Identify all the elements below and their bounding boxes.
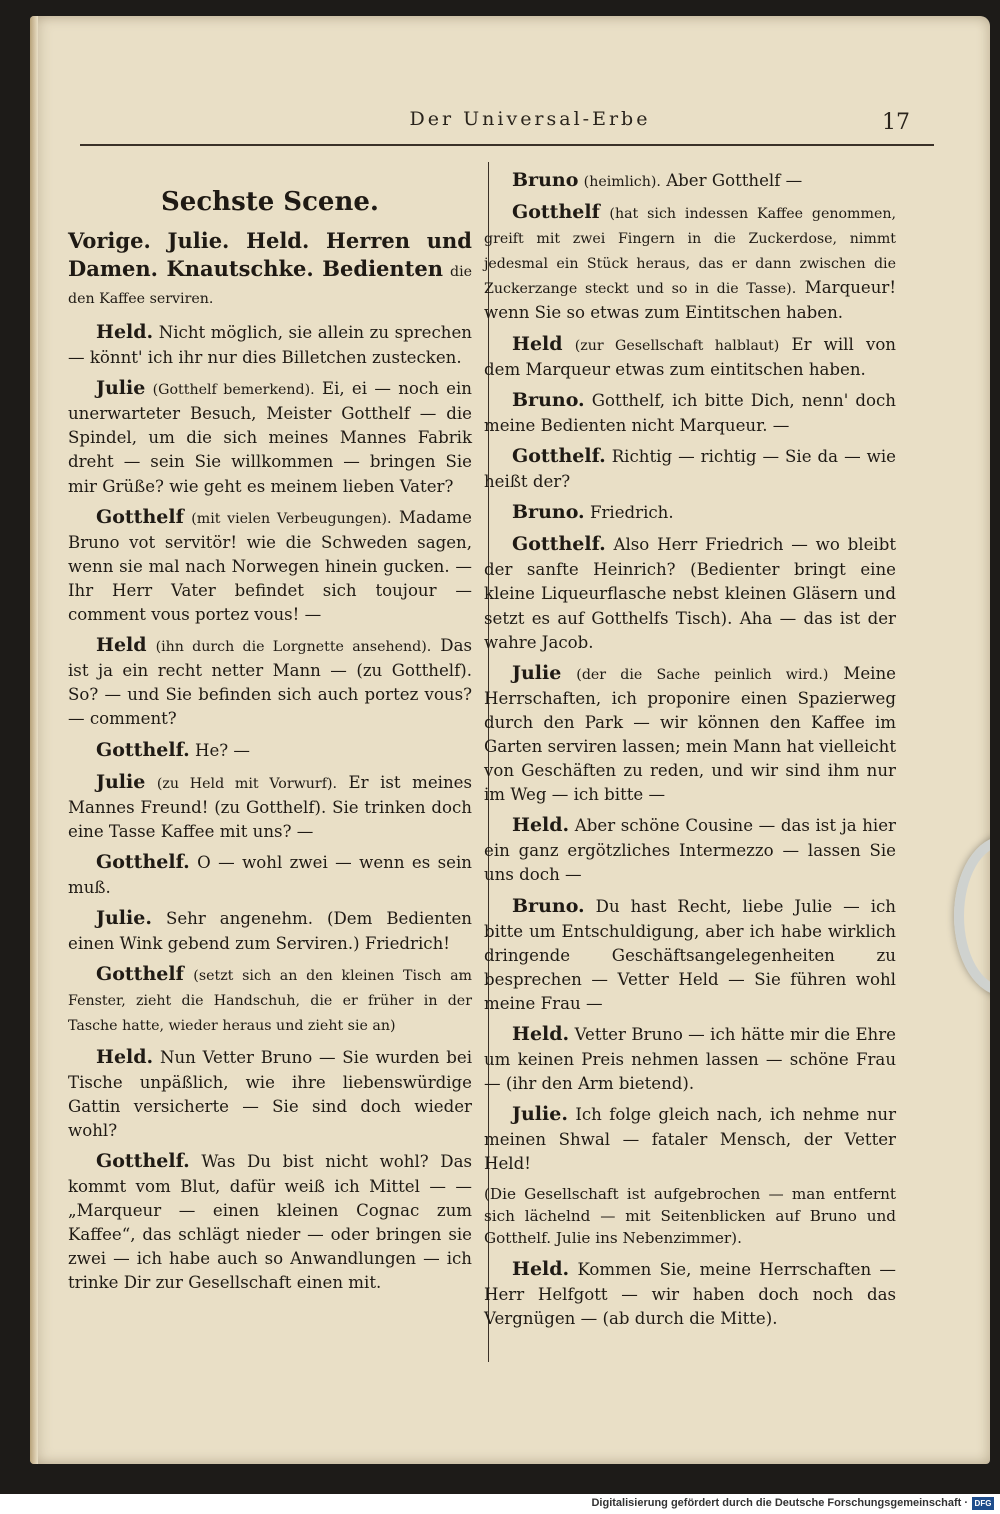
speech — [484, 532, 896, 654]
speech — [68, 770, 472, 844]
book-page — [30, 16, 990, 1464]
speaker: Julie. — [512, 1103, 568, 1126]
speaker: Julie — [96, 770, 146, 793]
stage-direction: (heimlich). — [583, 174, 661, 190]
speaker: Held. — [512, 1023, 570, 1045]
speech — [484, 332, 896, 382]
speaker: Gotthelf. — [96, 850, 190, 873]
speech — [68, 738, 472, 764]
stage-direction: (hat sich indessen Kaffee genommen, greift mit zwei Fingern in die Zuckerdose, nimmt jedesmal ein Stück heraus, das er dann zwischen die Zuckerzange steckt und so in die Tasse). — [484, 206, 896, 298]
speech — [484, 168, 896, 194]
speech — [484, 1102, 896, 1176]
speech — [68, 320, 472, 370]
speech — [68, 376, 472, 498]
speaker: Bruno. — [512, 388, 585, 411]
speaker: Bruno. — [512, 501, 585, 524]
speech-text: Er ist meines Mannes Freund! (zu Gotthelf). Sie trinken doch eine Tasse Kaffee mit uns? — — [68, 772, 472, 841]
cast-list — [68, 228, 472, 312]
right-column — [484, 168, 896, 1337]
speaker: Gotthelf. — [512, 444, 606, 467]
speaker: Bruno — [512, 169, 579, 191]
speech — [484, 1022, 896, 1096]
speech — [68, 906, 472, 956]
speech — [68, 633, 472, 731]
speaker: Julie — [96, 377, 146, 400]
dfg-logo: DFG — [972, 1497, 994, 1510]
stage-direction: (setzt sich an den kleinen Tisch am Fenster, zieht die Handschuh, die er früher in der Tasche hatte, wieder heraus und zieht sie an) — [68, 968, 473, 1035]
speaker: Gotthelf — [96, 963, 184, 986]
stage-direction: (der die Sache peinlich wird.) — [576, 666, 829, 683]
speech-text: Kommen Sie, meine Herrschaften — Herr Helfgott — wir haben doch noch das Vergnügen — (ab durch die Mitte). — [484, 1259, 896, 1328]
speaker: Held — [512, 332, 563, 355]
speaker: Gotthelf. — [512, 533, 606, 556]
speech-text: Madame Bruno vot servitör! wie die Schweden sagen, wenn sie mal nach Norwegen hinein gucken. — Ihr Herr Vater befindet sich toujour — comment vous portez vous! — — [68, 507, 472, 625]
footer-credit: Digitalisierung gefördert durch die Deutsche Forschungsgemeinschaft · — [591, 1497, 968, 1509]
speaker: Julie. — [96, 907, 152, 930]
speech-text: Was Du bist nicht wohl? Das kommt vom Blut, dafür weiß ich Mittel — — „Marqueur — einen kleinen Cognac zum Kaffee“, das schlägt nieder — oder bringen sie zwei — ich habe auch so Anwandlungen — ich trinke Dir zur Gesellschaft einen mit. — [68, 1151, 472, 1293]
speaker: Bruno. — [512, 894, 585, 917]
cast-note: die den Kaffee serviren. — [68, 264, 472, 307]
left-column — [68, 174, 472, 1301]
speaker: Held. — [512, 814, 570, 837]
speaker: Held. — [96, 1045, 154, 1068]
stage-direction: (Gotthelf bemerkend). — [152, 382, 315, 399]
speech-text: Ich folge gleich nach, ich nehme nur meinen Shwal — fataler Mensch, der Vetter Held! — [484, 1105, 897, 1174]
speech — [484, 894, 896, 1016]
speech-text: Du hast Recht, liebe Julie — ich bitte um Entschuldigung, aber ich habe wirklich dringende Geschäftsangelegenheiten zu besprechen — Vetter Held — Sie führen wohl meine Frau — — [484, 896, 896, 1013]
speech — [68, 962, 472, 1038]
speech-text: Meine Herrschaften, ich proponire einen Spazierweg durch den Park — wir können den Kaffee im Garten serviren lassen; mein Mann hat vielleicht von Geschäften zu reden, und wir sind ihm nur im Weg — ich bitte — — [484, 663, 896, 805]
speaker: Gotthelf. — [96, 1149, 190, 1172]
speech-text: Nicht möglich, sie allein zu sprechen — könnt' ich ihr nur dies Billetchen zustecken. — [68, 323, 472, 368]
speech — [68, 1149, 472, 1296]
running-header-title: Der Universal-Erbe — [409, 108, 651, 130]
speech — [484, 1257, 896, 1331]
stage-direction: (ihn durch die Lorgnette ansehend). — [155, 639, 432, 656]
speech-text: Aber schöne Cousine — das ist ja hier ein ganz ergötzliches Intermezzo — lassen Sie uns doch — — [484, 816, 896, 885]
binder-ring-clip — [954, 836, 990, 996]
stage-direction: (zu Held mit Vorwurf). — [156, 775, 337, 792]
speech — [484, 200, 896, 325]
speech-text: O — wohl zwei — wenn es sein muß. — [68, 852, 472, 897]
speech-text: Vetter Bruno — ich hätte mir die Ehre um keinen Preis nehmen lassen — schöne Frau — (ihr den Arm bietend). — [484, 1025, 896, 1094]
speech — [484, 388, 896, 438]
page-number: 17 — [882, 110, 910, 135]
speech-text: Also Herr Friedrich — wo bleibt der sanfte Heinrich? (Bedienter bringt eine kleine Liqueurflasche nebst kleinen Gläsern und setzt es auf Gotthelfs Tisch). Aha — das ist der wahre Jacob. — [484, 535, 896, 652]
speech — [68, 1045, 472, 1143]
scene-title: Sechste Scene. — [161, 187, 379, 217]
speaker: Gotthelf. — [96, 738, 190, 761]
speech-text: Marqueur! wenn Sie so etwas zum Eintitschen haben. — [484, 278, 896, 323]
speech — [484, 500, 896, 526]
header-rule — [80, 144, 934, 146]
cast-names: Vorige. Julie. Held. Herren und Damen. Knautschke. Bedienten — [68, 228, 472, 281]
speaker: Julie — [512, 661, 562, 684]
speaker: Held. — [512, 1257, 570, 1280]
speech — [68, 505, 472, 627]
speech-text: Das ist ja ein recht netter Mann — (zu Gotthelf). So? — und Sie befinden sich auch portez vous? — comment? — [68, 636, 473, 729]
speech-text: Ei, ei — noch ein unerwarteter Besuch, Meister Gotthelf — die Spindel, um die sich meines Mannes Fabrik dreht — sein Sie willkommen — bringen Sie mir Grüße? wie geht es meinem lieben Vater? — [68, 379, 472, 496]
speech-text: Friedrich. — [589, 503, 674, 523]
speech — [68, 850, 472, 900]
speech-text: Sehr angenehm. (Dem Bedienten einen Wink gebend zum Serviren.) Friedrich! — [68, 909, 472, 954]
speaker: Held. — [96, 321, 154, 343]
speech-text: Richtig — richtig — Sie da — wie heißt der? — [484, 446, 896, 492]
speech-text: He? — — [194, 740, 251, 760]
speech-text: Aber Gotthelf — — [666, 171, 803, 190]
speech — [484, 444, 896, 494]
speech — [484, 813, 896, 887]
speech-text: Er will von dem Marqueur etwas zum eintitschen haben. — [484, 334, 896, 379]
speech-text: Gotthelf, ich bitte Dich, nenn' doch meine Bedienten nicht Marqueur. — — [484, 390, 896, 435]
stage-direction: (mit vielen Verbeugungen). — [191, 510, 392, 527]
left-speeches — [68, 320, 472, 1295]
speaker: Gotthelf — [512, 201, 600, 224]
digitization-footer — [0, 1494, 1000, 1514]
speaker: Held — [96, 634, 147, 657]
page-gutter — [30, 16, 38, 1464]
speaker: Gotthelf — [96, 505, 184, 528]
stage-direction-block: (Die Gesellschaft ist aufgebrochen — man entfernt sich lächelnd — mit Seitenblicken auf Bruno und Gotthelf. Julie ins Nebenzimmer). — [484, 1184, 896, 1247]
speech — [484, 661, 896, 808]
speech-text: Nun Vetter Bruno — Sie wurden bei Tische unpäßlich, wie ihre liebenswürdige Gattin versicherte — Sie sind doch wieder wohl? — [68, 1047, 472, 1140]
stage-direction: (zur Gesellschaft halblaut) — [574, 337, 780, 354]
